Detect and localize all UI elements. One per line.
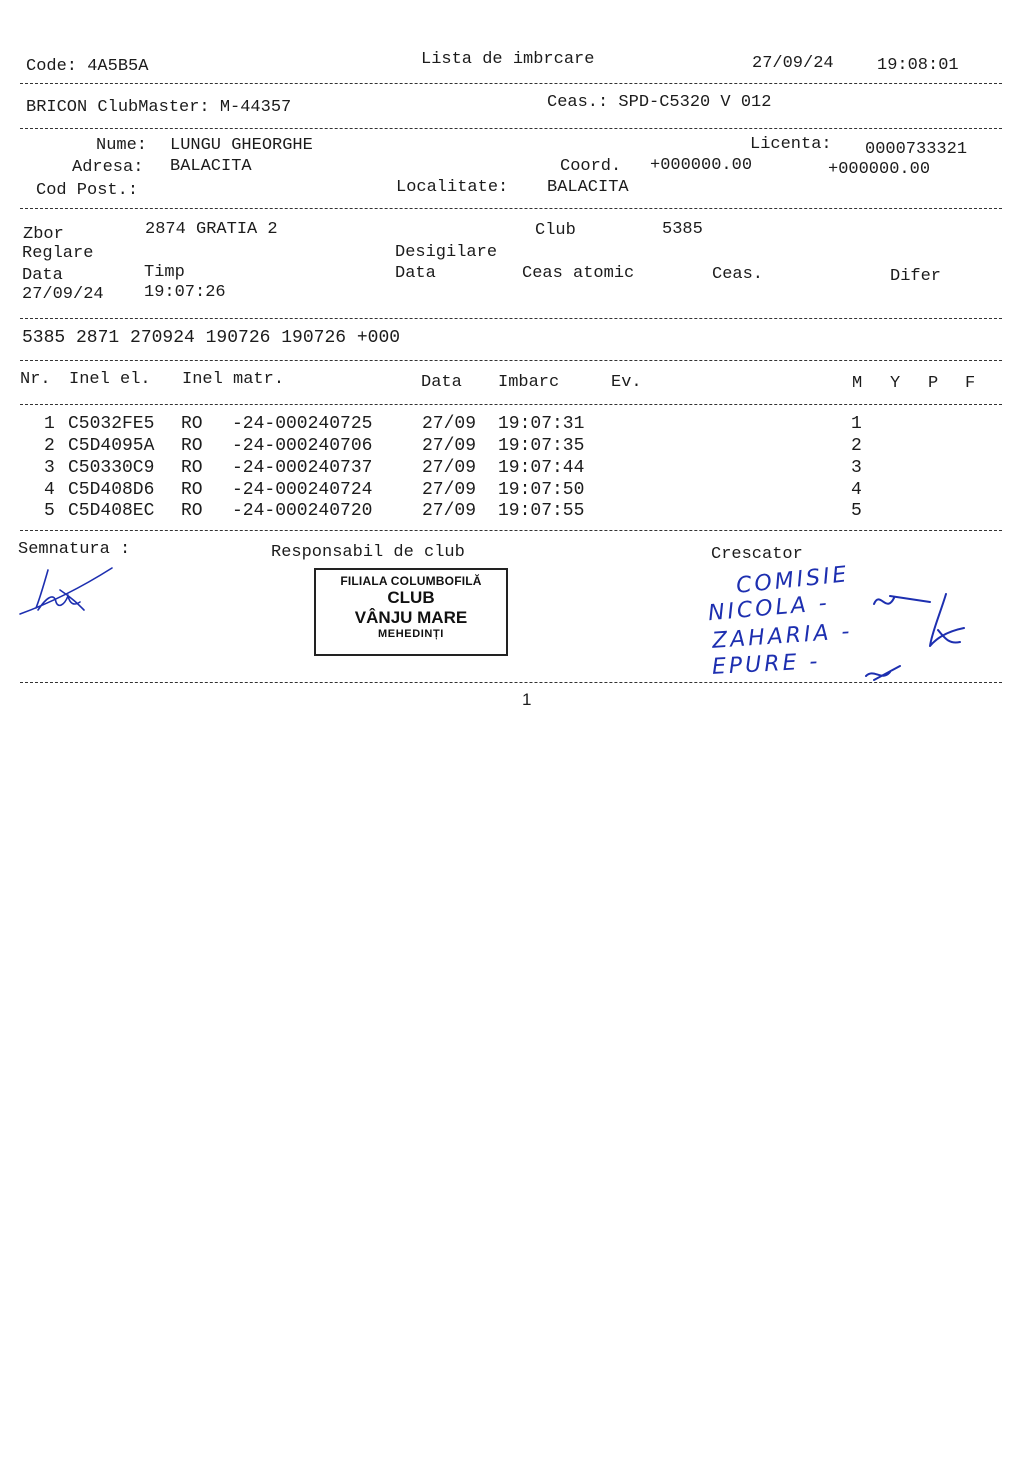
cell-tara: RO xyxy=(181,480,203,500)
divider xyxy=(20,318,1002,319)
codpost-label: Cod Post.: xyxy=(36,181,139,200)
cell-matr: -24-000240737 xyxy=(232,458,373,478)
cell-matr: -24-000240724 xyxy=(232,480,373,500)
cell-nr: 5 xyxy=(44,501,55,521)
doc-date: 27/09/24 xyxy=(752,54,834,73)
divider xyxy=(20,208,1002,209)
cell-m: 5 xyxy=(851,501,862,521)
adresa-value: BALACITA xyxy=(170,157,252,176)
stamp-line1: FILIALA COLUMBOFILĂ xyxy=(340,574,482,588)
col-imbarc: Imbarc xyxy=(498,373,560,392)
reglare-label: Reglare xyxy=(22,244,94,263)
coord-label: Coord. xyxy=(560,157,622,176)
ceas-atomic-label: Ceas atomic xyxy=(522,264,635,283)
club-stamp xyxy=(314,568,508,656)
table-row xyxy=(0,413,1024,435)
licenta-label: Licenta: xyxy=(750,135,832,154)
page-number: 1 xyxy=(522,690,532,709)
stamp-line3: VÂNJU MARE xyxy=(354,608,468,627)
table-row xyxy=(0,435,1024,457)
cell-inel-el: C5D4095A xyxy=(68,436,155,456)
responsabil-label: Responsabil de club xyxy=(271,543,465,562)
localitate-label: Localitate: xyxy=(396,178,509,197)
stamp-line4: MEHEDINȚI xyxy=(378,628,444,640)
zbor-value: 2874 GRATIA 2 xyxy=(145,220,278,239)
semnatura-label: Semnatura : xyxy=(18,540,131,559)
adresa-label: Adresa: xyxy=(72,158,144,177)
divider xyxy=(20,360,1002,361)
doc-title: Lista de imbrcare xyxy=(421,50,595,69)
summary-line: 5385 2871 270924 190726 190726 +000 xyxy=(22,328,401,348)
cell-nr: 4 xyxy=(44,480,55,500)
semnatura-signature xyxy=(14,562,118,622)
col-nr: Nr. xyxy=(20,370,51,389)
club-value: 5385 xyxy=(662,220,703,239)
ceas-label: Ceas. xyxy=(712,265,764,284)
stamp-line2: CLUB xyxy=(387,588,435,607)
desigilare-label: Desigilare xyxy=(395,243,498,262)
cell-m: 4 xyxy=(851,480,862,500)
divider xyxy=(20,128,1002,129)
cell-tara: RO xyxy=(181,458,203,478)
divider xyxy=(20,530,1002,531)
cell-tara: RO xyxy=(181,501,203,521)
crescator-label: Crescator xyxy=(711,545,803,564)
cell-tara: RO xyxy=(181,436,203,456)
timp-label: Timp xyxy=(144,263,185,282)
reglare-timp: 19:07:26 xyxy=(144,283,226,302)
col-f: F xyxy=(965,374,976,393)
table-row xyxy=(0,500,1024,522)
cell-matr: -24-000240720 xyxy=(232,501,373,521)
handwritten-line1: COMISIE xyxy=(735,562,851,599)
cell-m: 3 xyxy=(851,458,862,478)
cell-nr: 2 xyxy=(44,436,55,456)
cell-data: 27/09 xyxy=(422,458,477,478)
cell-m: 2 xyxy=(851,436,862,456)
cell-imbarc: 19:07:31 xyxy=(498,414,585,434)
col-p: P xyxy=(928,374,939,393)
cell-inel-el: C5D408EC xyxy=(68,501,155,521)
col-m: M xyxy=(852,374,863,393)
localitate-value: BALACITA xyxy=(547,178,629,197)
club-label: Club xyxy=(535,221,576,240)
cell-inel-el: C50330C9 xyxy=(68,458,155,478)
cell-nr: 1 xyxy=(44,414,55,434)
col-ev: Ev. xyxy=(611,373,642,392)
cell-nr: 3 xyxy=(44,458,55,478)
handwritten-line3: ZAHARIA - xyxy=(711,619,854,654)
cell-imbarc: 19:07:44 xyxy=(498,458,585,478)
table-row xyxy=(0,457,1024,479)
cell-inel-el: C5032FE5 xyxy=(68,414,155,434)
handwritten-line2: NICOLA - xyxy=(707,590,831,627)
cell-data: 27/09 xyxy=(422,480,477,500)
licenta-value: 0000733321 xyxy=(865,140,968,159)
cell-data: 27/09 xyxy=(422,436,477,456)
col-inel-matr: Inel matr. xyxy=(182,370,285,389)
cell-imbarc: 19:07:55 xyxy=(498,501,585,521)
cell-m: 1 xyxy=(851,414,862,434)
col-data: Data xyxy=(421,373,462,392)
handwritten-initials xyxy=(860,584,980,694)
cell-data: 27/09 xyxy=(422,414,477,434)
divider xyxy=(20,83,1002,84)
col-inel-el: Inel el. xyxy=(69,370,151,389)
doc-time: 19:08:01 xyxy=(877,56,959,75)
handwritten-line4: EPURE - xyxy=(711,649,821,680)
coord1-value: +000000.00 xyxy=(650,156,753,175)
nume-label: Nume: xyxy=(96,136,148,155)
zbor-label: Zbor xyxy=(23,225,64,244)
cell-data: 27/09 xyxy=(422,501,477,521)
doc-code: Code: 4A5B5A xyxy=(26,57,149,76)
table-row xyxy=(0,479,1024,501)
col-y: Y xyxy=(890,374,901,393)
clubmaster: BRICON ClubMaster: M-44357 xyxy=(26,98,292,117)
cell-matr: -24-000240706 xyxy=(232,436,373,456)
cell-imbarc: 19:07:35 xyxy=(498,436,585,456)
cell-inel-el: C5D408D6 xyxy=(68,480,155,500)
nume-value: LUNGU GHEORGHE xyxy=(170,136,313,155)
cell-imbarc: 19:07:50 xyxy=(498,480,585,500)
cell-tara: RO xyxy=(181,414,203,434)
divider xyxy=(20,404,1002,405)
difer-label: Difer xyxy=(890,267,942,286)
data-label: Data xyxy=(22,266,63,285)
reglare-data: 27/09/24 xyxy=(22,285,104,304)
divider xyxy=(20,682,1002,683)
ceas-device: Ceas.: SPD-C5320 V 012 xyxy=(547,93,772,112)
data2-label: Data xyxy=(395,264,436,283)
coord2-value: +000000.00 xyxy=(828,160,931,179)
cell-matr: -24-000240725 xyxy=(232,414,373,434)
